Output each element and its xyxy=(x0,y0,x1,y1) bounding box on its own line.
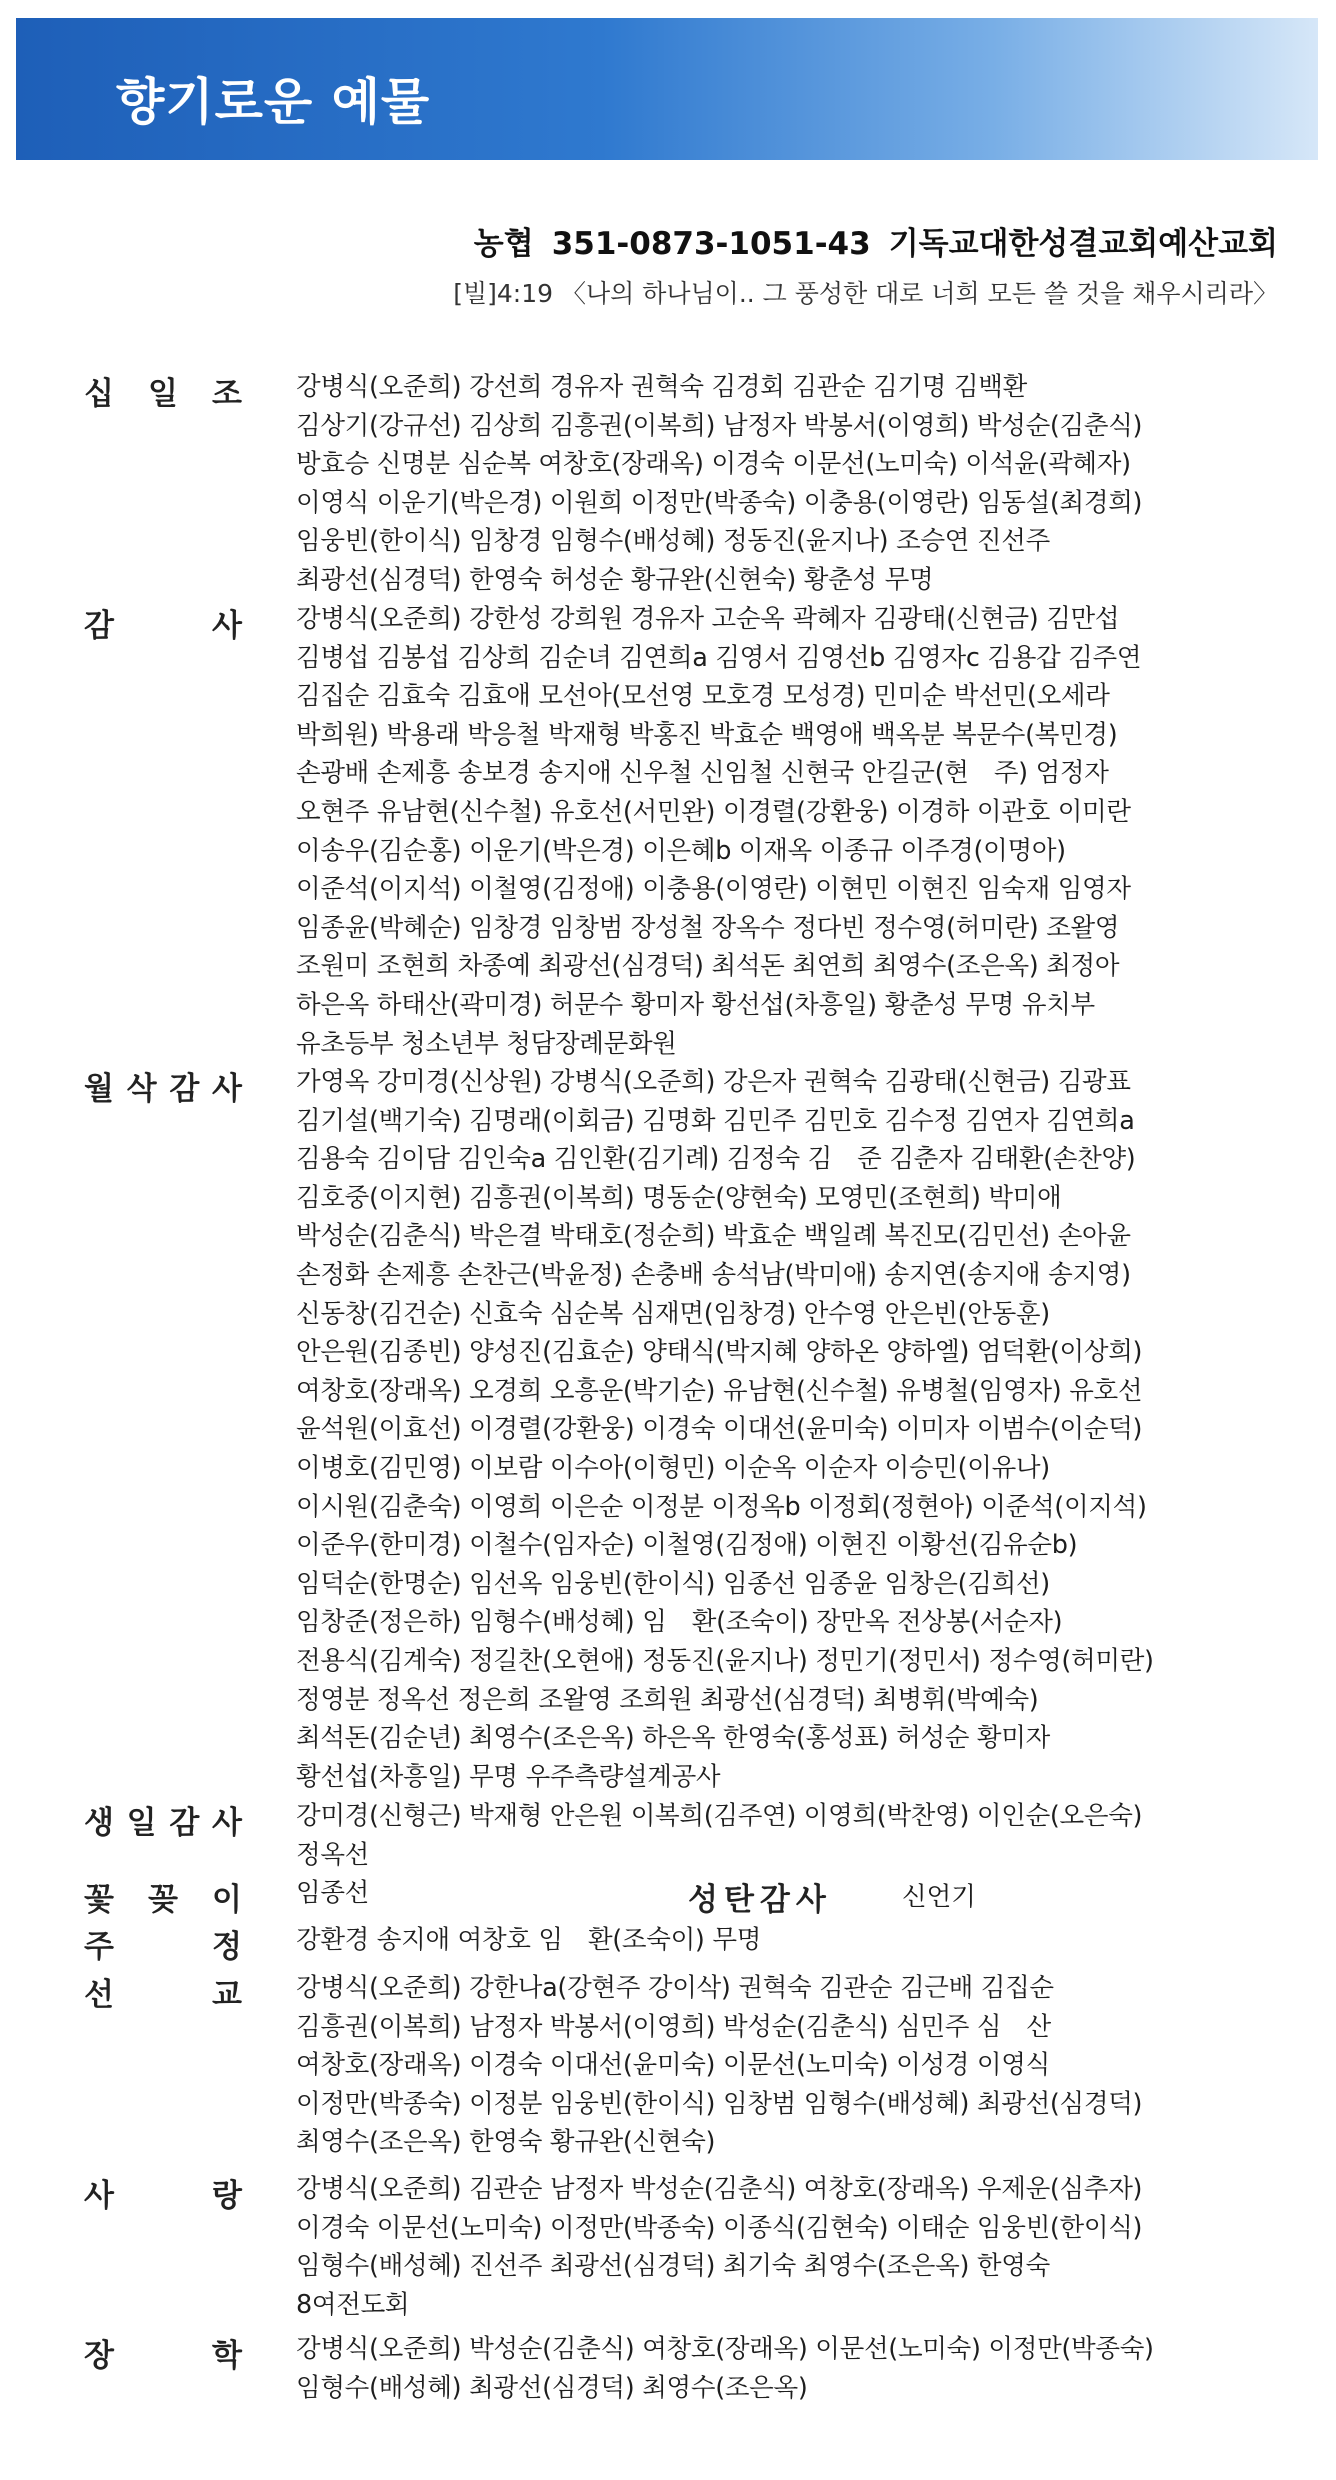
section-label xyxy=(84,600,242,645)
donor-line: 강미경(신형근) 박재형 안은원 이복희(김주연) 이영희(박찬영) 이인순(오은숙) xyxy=(296,1801,1143,1831)
account-number: 351-0873-1051-43 xyxy=(551,226,871,262)
donor-line: 강병식(오준희) 강한성 강희원 경유자 고순옥 곽혜자 김광태(신현금) 김만섭 xyxy=(296,604,1120,634)
donor-line: 김집순 김효숙 김효애 모선아(모선영 모호경 모성경) 민미순 박선민(오세라 xyxy=(296,681,1110,712)
donor-line: 이병호(김민영) 이보람 이수아(이형민) 이순옥 이순자 이승민(이유나) xyxy=(296,1452,1050,1483)
section-label xyxy=(84,1921,242,1966)
section-label xyxy=(84,1063,242,1108)
donor-line: 김병섭 김봉섭 김상희 김순녀 김연희a 김영서 김영선b 김영자c 김용갑 김주연 xyxy=(296,642,1142,673)
donor-line: 임웅빈(한이식) 임창경 임형수(배성혜) 정동진(윤지나) 조승연 진선주 xyxy=(296,526,1050,557)
section-label xyxy=(84,1797,242,1842)
donor-line: 강병식(오준희) 박성순(김춘식) 여창호(장래옥) 이문선(노미숙) 이정만(박종숙) xyxy=(296,2334,1154,2364)
label-char: 사 xyxy=(212,608,242,644)
donor-line: 정영분 정옥선 정은희 조왈영 조희원 최광선(심경덕) 최병휘(박예숙) xyxy=(296,1684,1039,1715)
label-char: 학 xyxy=(212,2338,242,2374)
donor-line: 하은옥 하태산(곽미경) 허문수 황미자 황선섭(차흥일) 황춘성 무명 유치부 xyxy=(296,989,1095,1020)
donor-line: 최석돈(김순년) 최영수(조은옥) 하은옥 한영숙(홍성표) 허성순 황미자 xyxy=(296,1723,1050,1754)
donor-line: 임형수(배성혜) 최광선(심경덕) 최영수(조은옥) xyxy=(296,2372,808,2403)
donor-line: 이송우(김순홍) 이운기(박은경) 이은혜b 이재옥 이종규 이주경(이명아) xyxy=(296,835,1066,866)
label-char: 랑 xyxy=(212,2178,242,2214)
label-char: 꽂 xyxy=(148,1882,178,1918)
donor-line: 최광선(심경덕) 한영숙 허성순 황규완(신현숙) 황춘성 무명 xyxy=(296,564,934,595)
donor-line: 이준석(이지석) 이철영(김정애) 이충용(이영란) 이현민 이현진 임숙재 임영자 xyxy=(296,874,1131,905)
donor-line: 방효승 신명분 심순복 여창호(장래옥) 이경숙 이문선(노미숙) 이석윤(곽혜자) xyxy=(296,449,1131,480)
label-char: 십 xyxy=(84,376,114,412)
label-char: 이 xyxy=(212,1882,242,1918)
donor-line: 조원미 조현희 차종예 최광선(심경덕) 최석돈 최연희 최영수(조은옥) 최정아 xyxy=(296,951,1120,982)
label-char: 사 xyxy=(212,1071,242,1107)
christmas-label: 성탄감사 xyxy=(688,1882,832,1918)
donor-list xyxy=(296,1921,1306,1960)
label-char: 꽃 xyxy=(84,1882,114,1918)
header-banner xyxy=(16,18,1318,160)
label-char: 조 xyxy=(212,376,242,412)
account-holder: 기독교대한성결교회예산교회 xyxy=(888,226,1278,262)
donor-line: 김흥권(이복희) 남정자 박봉서(이영희) 박성순(김춘식) 심민주 심 산 xyxy=(296,2011,1051,2042)
flowers-value: 임종선 xyxy=(296,1878,369,1908)
section-label xyxy=(84,368,242,413)
donor-list xyxy=(296,2330,1306,2407)
christmas-value: 신언기 xyxy=(902,1882,976,1912)
donor-line: 오현주 유남현(신수철) 유호선(서민완) 이경렬(강환웅) 이경하 이관호 이미란 xyxy=(296,796,1131,827)
label-char: 생 xyxy=(84,1805,114,1841)
donor-line: 여창호(장래옥) 이경숙 이대선(윤미숙) 이문선(노미숙) 이성경 이영식 xyxy=(296,2050,1050,2081)
donor-line: 임형수(배성혜) 진선주 최광선(심경덕) 최기숙 최영수(조은옥) 한영숙 xyxy=(296,2251,1050,2282)
label-char: 일 xyxy=(148,376,178,412)
section-label xyxy=(84,2170,242,2215)
donor-line: 김호중(이지현) 김흥권(이복희) 명동순(양현숙) 모영민(조현희) 박미애 xyxy=(296,1182,1062,1213)
donor-line: 정옥선 xyxy=(296,1839,369,1870)
donor-line: 손광배 손제흥 송보경 송지애 신우철 신임철 신현국 안길군(현 주) 엄정자 xyxy=(296,758,1109,789)
section-label xyxy=(84,1969,242,2014)
donor-line: 임종윤(박혜순) 임창경 임창범 장성철 장옥수 정다빈 정수영(허미란) 조왈영 xyxy=(296,912,1120,943)
donor-line: 강환경 송지애 여창호 임 환(조숙이) 무명 xyxy=(296,1925,762,1955)
bank-name: 농협 xyxy=(473,226,534,262)
donor-line: 전용식(김계숙) 정길찬(오현애) 정동진(윤지나) 정민기(정민서) 정수영(허미란) xyxy=(296,1645,1154,1676)
donor-list xyxy=(296,368,1306,600)
donor-line: 이영식 이운기(박은경) 이원희 이정만(박종숙) 이충용(이영란) 임동설(최경희) xyxy=(296,487,1143,518)
donor-list xyxy=(296,1969,1306,2162)
donor-line: 강병식(오준희) 강선희 경유자 권혁숙 김경회 김관순 김기명 김백환 xyxy=(296,372,1027,402)
scripture-verse: [빌]4:19 〈나의 하나님이.. 그 풍성한 대로 너희 모든 쓸 것을 채우시리라〉 xyxy=(453,279,1278,308)
donor-line: 강병식(오준희) 김관순 남정자 박성순(김춘식) 여창호(장래옥) 우제운(심추자) xyxy=(296,2174,1143,2204)
donor-line: 이시원(김춘숙) 이영희 이은순 이정분 이정옥b 이정회(정현아) 이준석(이지석) xyxy=(296,1491,1147,1522)
donor-line: 김용숙 김이담 김인숙a 김인환(김기례) 김정숙 김 준 김춘자 김태환(손찬양) xyxy=(296,1144,1136,1175)
label-char: 주 xyxy=(84,1929,114,1965)
donor-line: 강병식(오준희) 강한나a(강현주 강이삭) 권혁숙 김관순 김근배 김집순 xyxy=(296,1973,1054,2003)
donor-line: 8여전도회 xyxy=(296,2289,410,2320)
donor-line: 김상기(강규선) 김상희 김흥권(이복희) 남정자 박봉서(이영희) 박성순(김춘식) xyxy=(296,410,1143,441)
page-title: 향기로운 예물 xyxy=(116,73,431,131)
donor-line: 손정화 손제흥 손찬근(박윤정) 손충배 송석남(박미애) 송지연(송지애 송지영) xyxy=(296,1259,1131,1290)
label-char: 사 xyxy=(212,1805,242,1841)
label-char: 정 xyxy=(212,1929,242,1965)
donor-list xyxy=(296,1797,1306,1874)
donor-line: 안은원(김종빈) 양성진(김효순) 양태식(박지혜 양하온 양하엘) 엄덕환(이상희) xyxy=(296,1337,1143,1368)
label-char: 일 xyxy=(126,1805,157,1841)
label-char: 삭 xyxy=(126,1071,157,1107)
label-char: 사 xyxy=(84,2178,114,2214)
donor-line: 이경숙 이문선(노미숙) 이정만(박종숙) 이종식(김현숙) 이태순 임웅빈(한이식) xyxy=(296,2212,1143,2243)
donor-line: 최영수(조은옥) 한영숙 황규완(신현숙) xyxy=(296,2127,716,2158)
donor-line: 박희원) 박용래 박응철 박재형 박홍진 박효순 백영애 백옥분 복문수(복민경) xyxy=(296,719,1118,750)
donor-list xyxy=(296,600,1306,1063)
bank-account xyxy=(474,218,1278,263)
label-char: 월 xyxy=(84,1071,114,1107)
donor-line: 가영옥 강미경(신상원) 강병식(오준희) 강은자 권혁숙 김광태(신현금) 김광표 xyxy=(296,1067,1131,1097)
label-char: 감 xyxy=(169,1071,200,1107)
donor-line: 임덕순(한명순) 임선옥 임웅빈(한이식) 임종선 임종윤 임창은(김희선) xyxy=(296,1568,1050,1599)
donor-line: 이정만(박종숙) 이정분 임웅빈(한이식) 임창범 임형수(배성혜) 최광선(심경덕) xyxy=(296,2088,1143,2119)
donor-line: 신동창(김건순) 신효숙 심순복 심재면(임창경) 안수영 안은빈(안동훈) xyxy=(296,1298,1050,1329)
label-char: 장 xyxy=(84,2338,114,2374)
donor-list xyxy=(296,1063,1306,1796)
label-char: 감 xyxy=(169,1805,200,1841)
donor-line: 유초등부 청소년부 청담장례문화원 xyxy=(296,1028,677,1059)
section-label xyxy=(84,2330,242,2375)
donor-line: 김기설(백기숙) 김명래(이회금) 김명화 김민주 김민호 김수정 김연자 김연희a xyxy=(296,1105,1135,1136)
donor-line: 임창준(정은하) 임형수(배성혜) 임 환(조숙이) 장만옥 전상봉(서순자) xyxy=(296,1607,1063,1638)
section-label xyxy=(84,1874,242,1919)
donor-line: 윤석원(이효선) 이경렬(강환웅) 이경숙 이대선(윤미숙) 이미자 이범수(이순덕) xyxy=(296,1414,1143,1445)
label-char: 감 xyxy=(84,608,114,644)
label-char: 선 xyxy=(84,1977,114,2013)
donor-line: 박성순(김춘식) 박은결 박태호(정순희) 박효순 백일례 복진모(김민선) 손아윤 xyxy=(296,1221,1131,1252)
donor-line: 이준우(한미경) 이철수(임자순) 이철영(김정애) 이현진 이황선(김유순b) xyxy=(296,1530,1078,1561)
donor-line: 황선섭(차흥일) 무명 우주측량설계공사 xyxy=(296,1761,721,1792)
donor-line: 여창호(장래옥) 오경희 오흥운(박기순) 유남현(신수철) 유병철(임영자) 유호선 xyxy=(296,1375,1143,1406)
donor-list xyxy=(296,2170,1306,2324)
label-char: 교 xyxy=(212,1977,242,2013)
